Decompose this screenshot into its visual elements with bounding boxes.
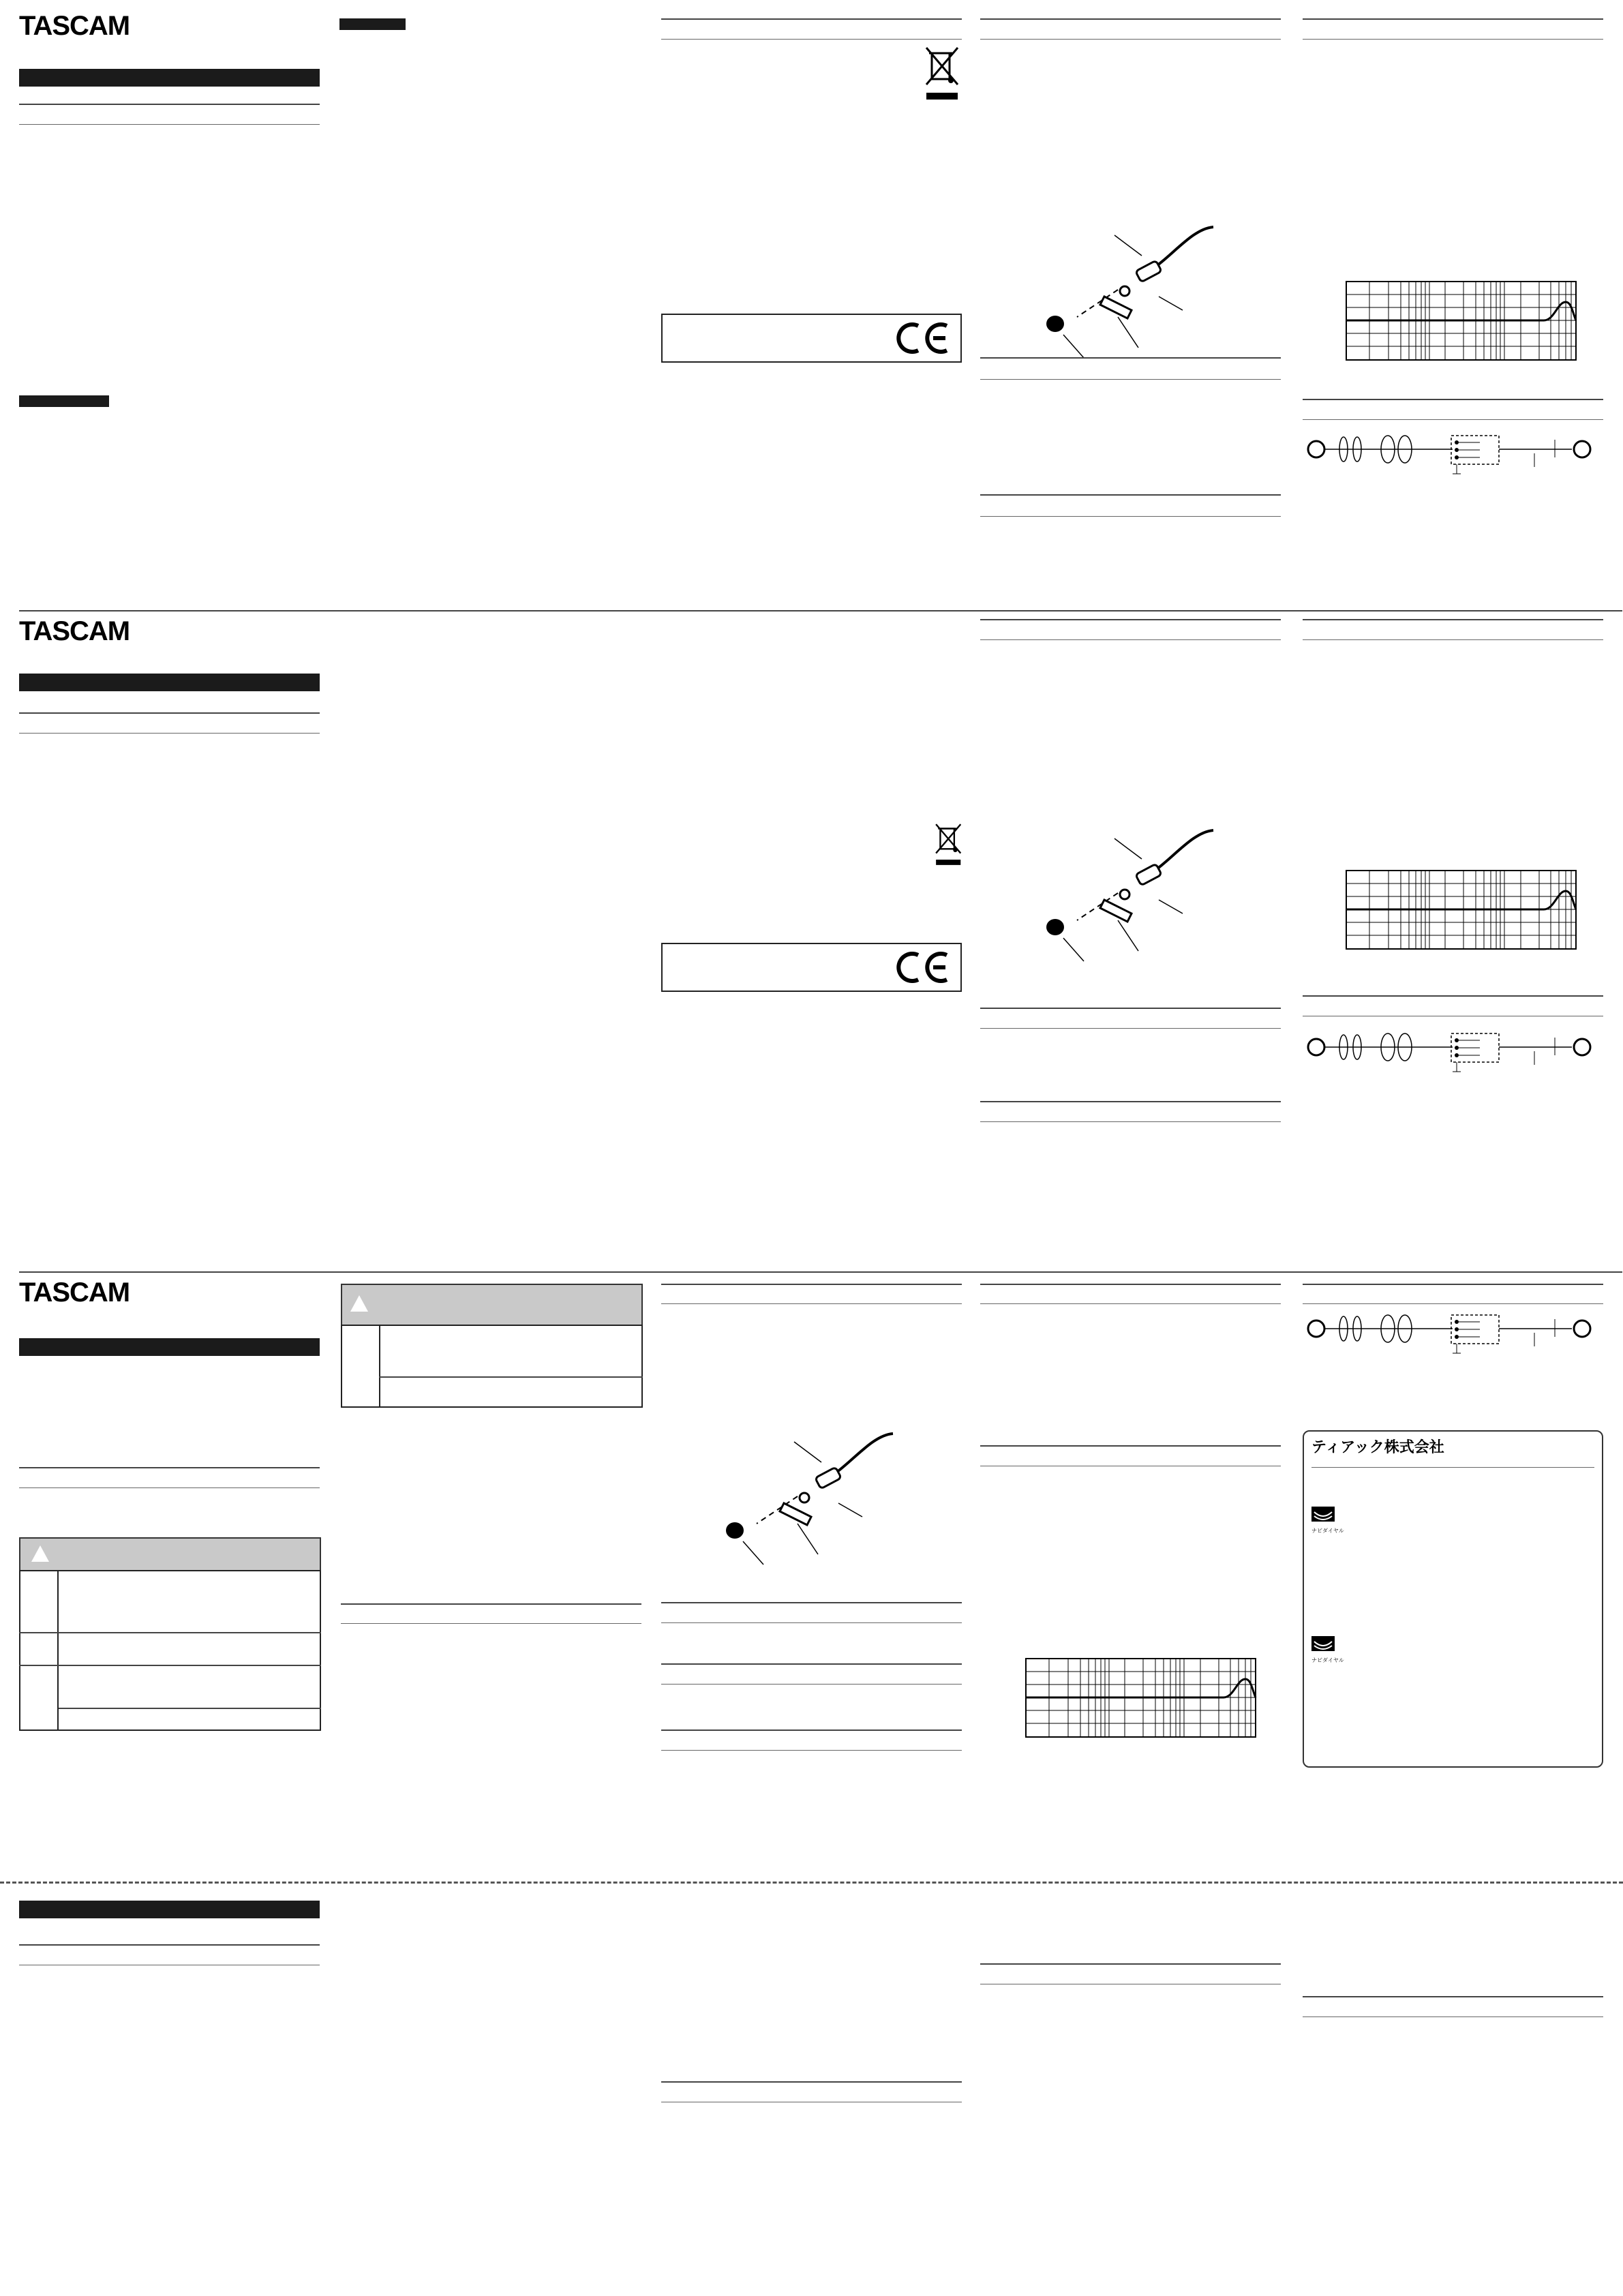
divider (19, 1467, 320, 1468)
divider (980, 516, 1281, 517)
divider (980, 1101, 1281, 1102)
divider (661, 1750, 962, 1751)
divider (980, 39, 1281, 40)
divider (1303, 2016, 1603, 2017)
divider (980, 357, 1281, 359)
warning-table-column-divider (379, 1325, 380, 1408)
divider (19, 733, 320, 734)
divider (980, 1445, 1281, 1447)
title-bar (19, 1338, 320, 1356)
divider (19, 1944, 320, 1946)
warning-table (19, 1570, 321, 1731)
divider (341, 1603, 641, 1605)
divider (1303, 995, 1603, 997)
divider (661, 1622, 962, 1623)
divider (1303, 18, 1603, 20)
divider (661, 39, 962, 40)
warning-table-row-divider (379, 1376, 643, 1378)
divider (980, 1028, 1281, 1029)
cut-line (0, 1882, 1623, 1884)
divider (1303, 1303, 1603, 1304)
divider (980, 1963, 1281, 1965)
frequency-response-chart (1346, 871, 1576, 949)
divider (661, 1602, 962, 1603)
divider (661, 1303, 962, 1304)
divider (661, 18, 962, 20)
company-info-box (1303, 1430, 1603, 1768)
frequency-response-chart (1026, 1659, 1256, 1737)
divider (980, 639, 1281, 640)
divider (661, 1663, 962, 1665)
divider (19, 712, 320, 714)
divider (1303, 619, 1603, 620)
warning-header (341, 1284, 643, 1326)
warning-header (19, 1537, 321, 1571)
divider (980, 1303, 1281, 1304)
page-divider (19, 1271, 1622, 1273)
divider (661, 1284, 962, 1285)
divider (661, 1729, 962, 1731)
title-bar (19, 1901, 320, 1918)
lavalier-mic-illustration (1036, 215, 1227, 365)
divider (980, 619, 1281, 620)
title-bar (19, 69, 320, 87)
lavalier-mic-illustration (716, 1421, 907, 1571)
divider (1303, 1996, 1603, 1997)
wiring-diagram (1303, 1312, 1603, 1360)
page-divider (19, 610, 1622, 611)
ce-mark-icon (894, 950, 951, 985)
title-bar (19, 674, 320, 691)
warning-table-row-divider (19, 1632, 321, 1633)
divider (1303, 639, 1603, 640)
crossed-out-wheelie-bin-icon (924, 45, 962, 102)
divider (980, 494, 1281, 496)
navi-dial-label: ナビダイヤル (1311, 1657, 1344, 1663)
divider (980, 18, 1281, 20)
divider (980, 1121, 1281, 1122)
divider (1303, 399, 1603, 400)
divider (980, 1008, 1281, 1009)
section-heading-bar (339, 18, 406, 30)
divider (19, 1487, 320, 1488)
warning-table-row-divider (19, 1665, 321, 1666)
divider (1303, 39, 1603, 40)
warning-triangle-icon (30, 1544, 50, 1563)
warning-table-row-divider (59, 1708, 321, 1709)
frequency-response-chart (1346, 282, 1576, 360)
divider (19, 104, 320, 105)
divider (980, 1284, 1281, 1285)
navi-dial-label: ナビダイヤル (1311, 1528, 1344, 1534)
divider (1311, 1467, 1594, 1468)
divider (19, 124, 320, 125)
lavalier-mic-illustration (1036, 818, 1227, 968)
company-name: ティアック株式会社 (1311, 1439, 1444, 1456)
divider (341, 1623, 641, 1624)
brand-logo: TASCAM (19, 1278, 130, 1308)
brand-logo: TASCAM (19, 616, 130, 646)
warning-table (341, 1325, 643, 1408)
brand-logo: TASCAM (19, 11, 130, 41)
divider (661, 1684, 962, 1685)
wiring-diagram (1303, 433, 1603, 481)
navi-dial-icon (1311, 1636, 1335, 1657)
divider (980, 379, 1281, 380)
crossed-out-wheelie-bin-icon (934, 822, 964, 867)
section-heading-bar (19, 395, 109, 407)
warning-triangle-icon (349, 1294, 369, 1313)
wiring-diagram (1303, 1031, 1603, 1078)
navi-dial-icon (1311, 1507, 1335, 1527)
warning-table-column-divider (57, 1570, 59, 1731)
divider (1303, 419, 1603, 420)
divider (1303, 1284, 1603, 1285)
ce-mark-icon (894, 320, 951, 356)
divider (661, 2081, 962, 2083)
